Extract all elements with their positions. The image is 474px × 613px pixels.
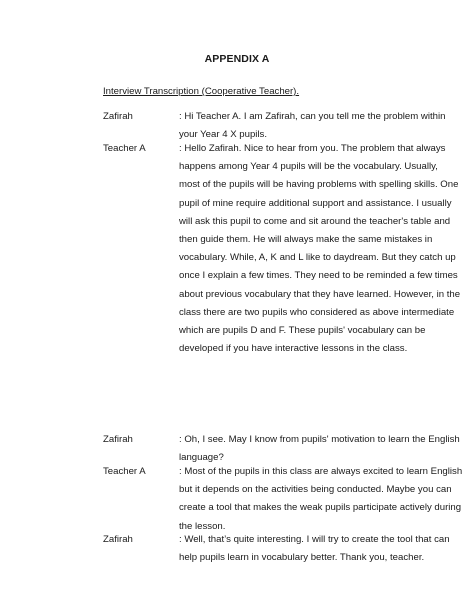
utterance <box>179 431 474 467</box>
utterance-line: then guide them. He will always make the same mistakes in <box>179 234 433 246</box>
utterance-line: happens among Year 4 pupils will be the vocabulary. Usually, <box>179 161 438 173</box>
utterance-line: : Hello Zafirah. Nice to hear from you. The problem that always <box>179 143 446 154</box>
utterance <box>179 108 474 144</box>
utterance <box>179 140 474 358</box>
utterance-line: : Oh, I see. May I know from pupils' motivation to learn the English <box>179 434 460 445</box>
utterance-line: language? <box>179 452 224 464</box>
utterance-line: will ask this pupil to come and sit around the teacher's table and <box>179 215 451 227</box>
speaker-name: Zafirah <box>103 534 133 545</box>
speaker-name: Zafirah <box>103 111 133 122</box>
utterance-line: about previous vocabulary that they have learned. However, in the <box>179 288 461 300</box>
utterance-line: vocabulary. While, A, K and L like to daydream. But they catch up <box>179 252 456 264</box>
utterance-line: pupil of mine require additional support and assistance. I usually <box>179 197 452 209</box>
utterance <box>179 463 474 536</box>
utterance-line: once I explain a few times. They need to be reminded a few times <box>179 270 458 282</box>
speaker-name: Zafirah <box>103 434 133 445</box>
utterance-line: most of the pupils will be having problems with spelling skills. One <box>179 179 459 191</box>
utterance-line: class there are two pupils who considered as above intermediate <box>179 306 455 318</box>
utterance <box>179 531 474 567</box>
utterance-line: help pupils learn in vocabulary better. Thank you, teacher. <box>179 552 425 564</box>
transcript-subtitle: Interview Transcription (Cooperative Teacher). <box>103 86 300 97</box>
utterance-line: which are pupils D and F. These pupils' vocabulary can be <box>179 325 426 337</box>
utterance-line: : Well, that’s quite interesting. I will try to create the tool that can <box>179 534 450 545</box>
speaker-name: Teacher A <box>103 143 146 154</box>
utterance-line: but it depends on the activities being conducted. Maybe you can <box>179 484 452 496</box>
utterance-line: create a tool that makes the weak pupils participate actively during <box>179 502 462 514</box>
utterance-line: : Hi Teacher A. I am Zafirah, can you tell me the problem within <box>179 111 446 122</box>
speaker-name: Teacher A <box>103 466 146 477</box>
page-title: APPENDIX A <box>204 53 270 65</box>
utterance-line: your Year 4 X pupils. <box>179 129 268 141</box>
utterance-line: developed if you have interactive lessons in the class. <box>179 343 408 355</box>
utterance-line: the lesson. <box>179 520 226 532</box>
utterance-line: : Most of the pupils in this class are always excited to learn English <box>179 466 463 477</box>
